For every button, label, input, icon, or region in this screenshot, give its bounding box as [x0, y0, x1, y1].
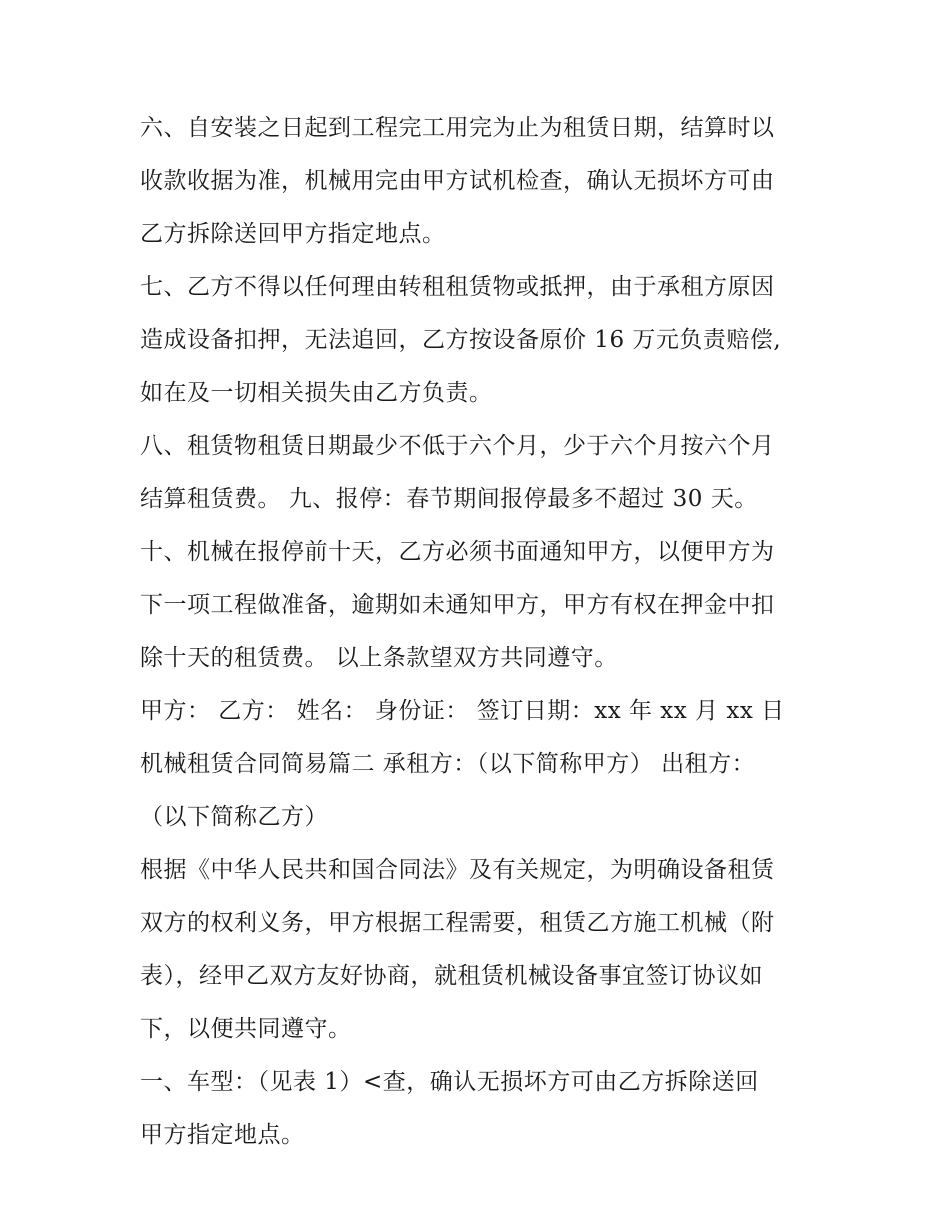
text-line-14: （以下简称乙方）: [140, 804, 328, 830]
text-line-3: 乙方拆除送回甲方指定地点。: [140, 221, 446, 247]
text-line-8: 结算租赁费。 九、报停：春节期间报停最多不超过 30 天。: [140, 486, 758, 512]
text-line-18: 下，以便共同遵守。: [140, 1016, 352, 1042]
text-line-20: 甲方指定地点。: [140, 1122, 305, 1148]
text-line-2: 收款收据为准，机械用完由甲方试机检查，确认无损坏方可由: [140, 168, 775, 194]
text-line-4: 七、乙方不得以任何理由转租租赁物或抵押，由于承租方原因: [140, 274, 775, 300]
text-line-7: 八、租赁物租赁日期最少不低于六个月，少于六个月按六个月: [140, 433, 775, 459]
document-body: [140, 102, 820, 1162]
text-line-16: 双方的权利义务，甲方根据工程需要，租赁乙方施工机械（附: [140, 910, 775, 936]
text-line-19: 一、车型：（见表 1）<查，确认无损坏方可由乙方拆除送回: [140, 1069, 759, 1095]
text-line-10: 下一项工程做准备，逾期如未通知甲方，甲方有权在押金中扣: [140, 592, 775, 618]
text-line-15: 根据《中华人民共和国合同法》及有关规定，为明确设备租赁: [140, 857, 775, 883]
text-line-9: 十、机械在报停前十天，乙方必须书面通知甲方，以便甲方为: [140, 539, 775, 565]
signature-line: 甲方： 乙方： 姓名： 身份证： 签订日期：xx 年 xx 月 xx 日: [140, 698, 785, 724]
text-line-17: 表），经甲乙双方友好协商，就租赁机械设备事宜签订协议如: [140, 963, 763, 989]
text-line-5: 造成设备扣押，无法追回，乙方按设备原价 16 万元负责赔偿,: [140, 327, 782, 353]
text-line-11: 除十天的租赁费。 以上条款望双方共同遵守。: [140, 645, 618, 671]
text-line-13: 机械租赁合同简易篇二 承租方：（以下简称甲方） 出租方：: [140, 751, 756, 777]
text-line-1: 六、自安装之日起到工程完工用完为止为租赁日期，结算时以: [140, 115, 775, 141]
text-line-6: 如在及一切相关损失由乙方负责。: [140, 380, 493, 406]
